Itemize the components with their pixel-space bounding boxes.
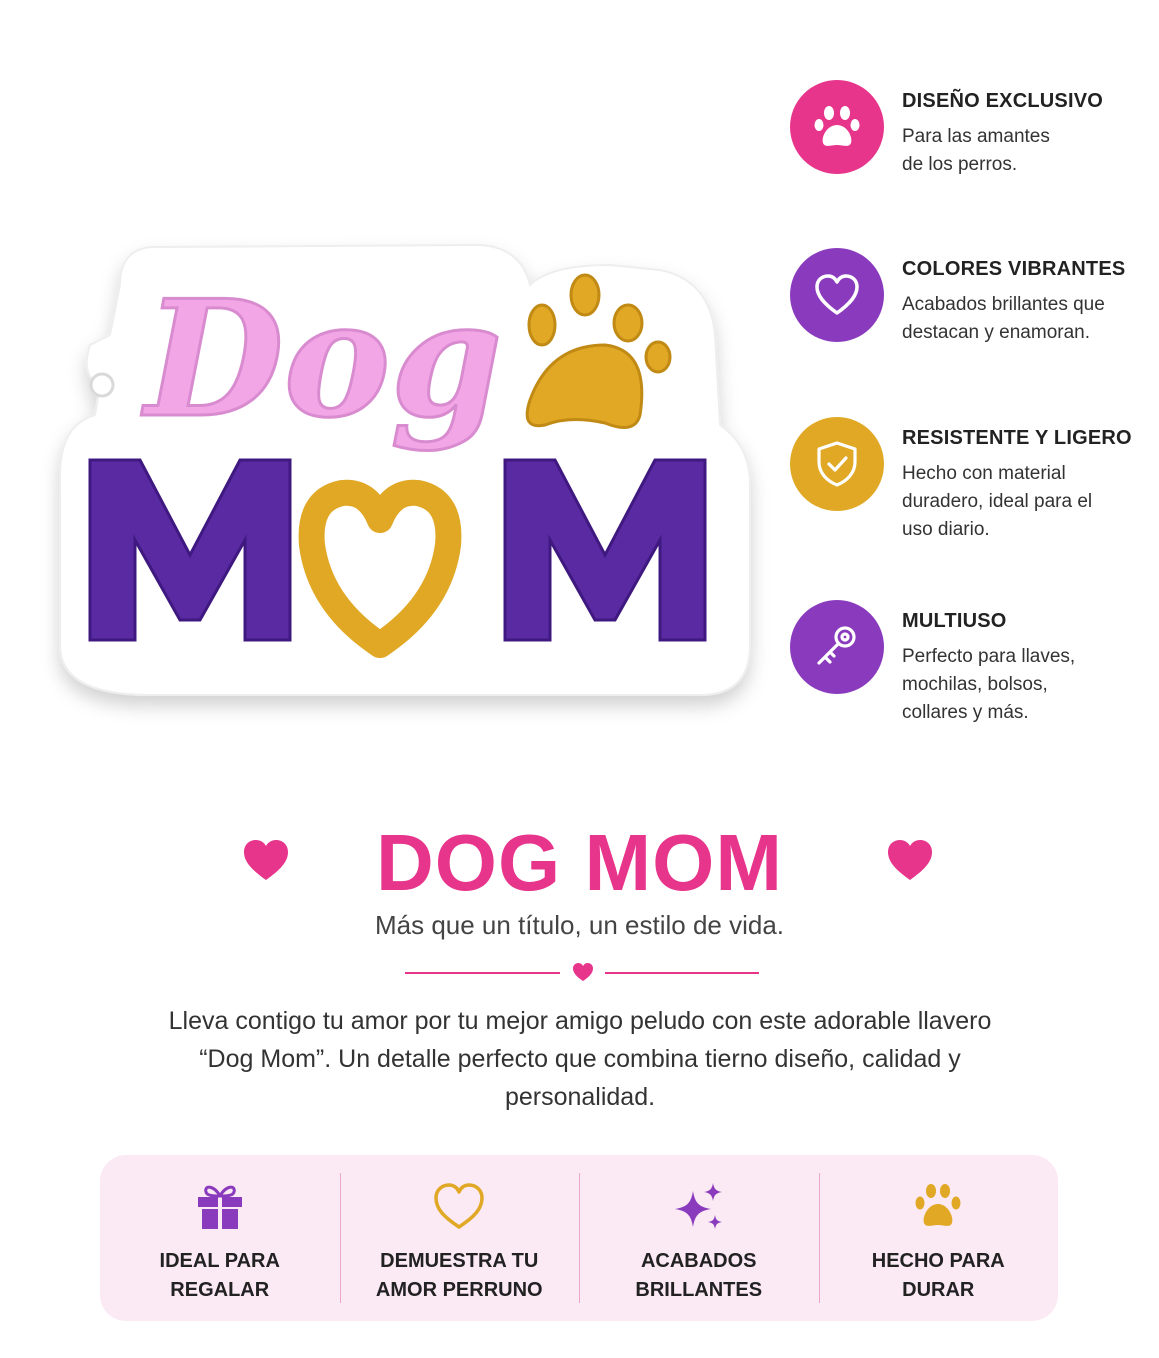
keychain-dog-text: Dog	[145, 265, 503, 453]
benefit-label: IDEAL PARA REGALAR	[159, 1250, 280, 1301]
feature-description: Perfecto para llaves, mochilas, bolsos, collares y más.	[902, 646, 1076, 723]
gift-icon	[192, 1179, 248, 1235]
shield-check-icon	[790, 417, 884, 511]
benefit-label: ACABADOS BRILLANTES	[635, 1250, 763, 1301]
feature-resistant-light	[790, 417, 1150, 544]
heart-icon	[790, 248, 884, 342]
feature-title: MULTIUSO	[902, 610, 1007, 632]
sparkles-icon	[671, 1179, 727, 1235]
benefit-label: DEMUESTRA TU AMOR PERRUNO	[375, 1250, 543, 1301]
key-icon	[790, 600, 884, 694]
heart-outline-icon	[431, 1179, 487, 1235]
feature-title: COLORES VIBRANTES	[902, 258, 1126, 280]
feature-exclusive-design	[790, 80, 1150, 179]
feature-title: RESISTENTE Y LIGERO	[902, 427, 1132, 449]
product-image	[50, 225, 760, 725]
feature-description: Para las amantes de los perros.	[902, 126, 1050, 175]
divider	[405, 962, 759, 982]
benefits-bar	[100, 1155, 1058, 1321]
benefit-label: HECHO PARA DURAR	[871, 1250, 1005, 1301]
benefit-glossy	[579, 1155, 819, 1321]
feature-description: Hecho con material duradero, ideal para el uso diario.	[902, 463, 1093, 540]
product-description: Lleva contigo tu amor por tu mejor amigo peludo con este adorable llavero “Dog Mom”. Un detalle perfecto que combina tierno diseño, calidad y personalidad.	[168, 1007, 992, 1111]
paw-icon	[790, 80, 884, 174]
feature-description: Acabados brillantes que destacan y enamoran.	[902, 294, 1105, 343]
dog-mom-keychain-illustration	[50, 225, 760, 725]
heart-icon	[572, 962, 594, 982]
headline	[0, 818, 1159, 908]
benefit-gift	[100, 1155, 340, 1321]
feature-vibrant-colors	[790, 248, 1150, 347]
benefit-durable	[819, 1155, 1059, 1321]
feature-multiuse	[790, 600, 1150, 727]
paw-icon	[910, 1179, 966, 1235]
page-title: DOG MOM	[376, 818, 783, 907]
benefit-love	[340, 1155, 580, 1321]
feature-title: DISEÑO EXCLUSIVO	[902, 90, 1104, 112]
page-subtitle: Más que un título, un estilo de vida.	[374, 910, 785, 940]
